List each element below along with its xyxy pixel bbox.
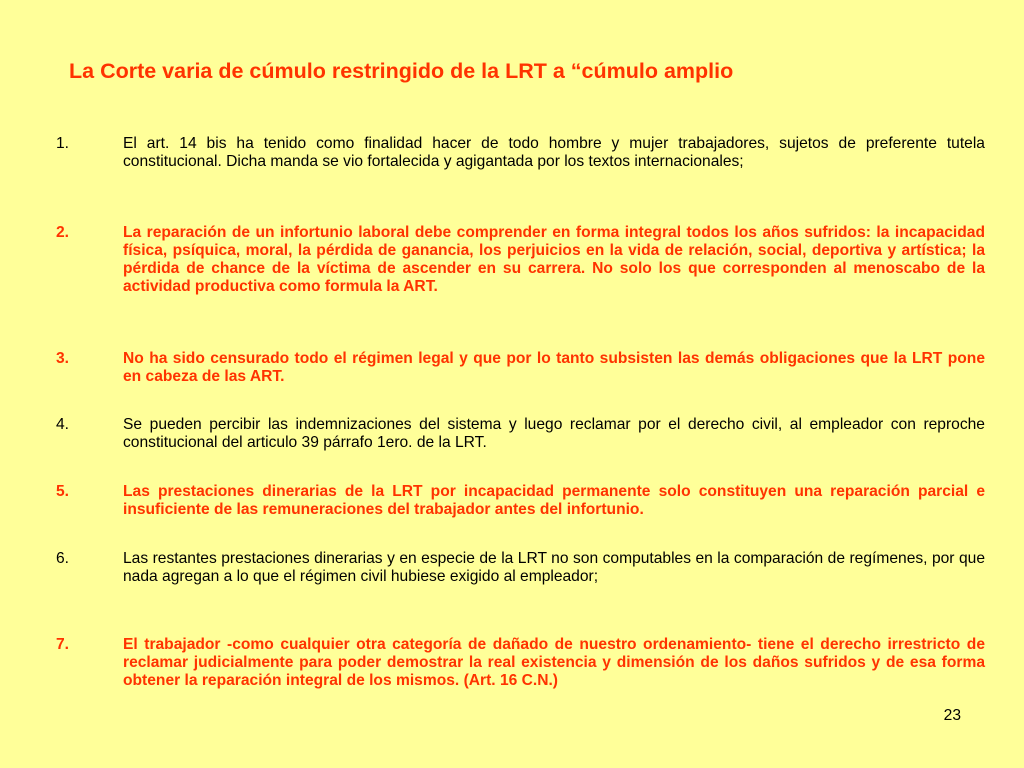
point-number: 2. [56,224,70,241]
point-text: El art. 14 bis ha tenido como finalidad hacer de todo hombre y mujer trabajadores, sujetos de preferente tutela constitucional. Dicha manda se vio fortalecida y agigantada por los textos internacionales; [123,135,985,170]
point-text: Se pueden percibir las indemnizaciones del sistema y luego reclamar por el derecho civil, al empleador con reproche constitucional del articulo 39 párrafo 1ero. de la LRT. [123,416,985,451]
point-text: El trabajador -como cualquier otra categoría de dañado de nuestro ordenamiento- tiene el derecho irrestricto de reclamar judicialmente para poder demostrar la real existencia y dimensión de los daños sufridos y de esa forma obtener la reparación integral de los mismos. (Art. 16 C.N.) [123,636,985,689]
point-text: La reparación de un infortunio laboral debe comprender en forma integral todos los años sufridos: la incapacidad física, psíquica, moral, la pérdida de ganancia, los perjuicios en la vida de relación, social, deportiva y artística; la pérdida de chance de la víctima de ascender en su carrera. No solo los que corresponden al menoscabo de la actividad productiva como formula la ART. [123,224,985,295]
point-number: 3. [56,350,70,367]
point-number: 1. [56,135,70,152]
point-number: 5. [56,483,70,500]
point-number: 4. [56,416,70,433]
slide-title: La Corte varia de cúmulo restringido de la LRT a “cúmulo amplio [69,59,734,83]
point-text: Las restantes prestaciones dinerarias y en especie de la LRT no son computables en la comparación de regímenes, por que nada agregan a lo que el régimen civil hubiese exigido al empleador; [123,550,985,585]
point-text: No ha sido censurado todo el régimen legal y que por lo tanto subsisten las demás obligaciones que la LRT pone en cabeza de las ART. [123,350,985,385]
point-number: 6. [56,550,70,567]
page-number: 23 [943,707,961,724]
point-number: 7. [56,636,70,653]
point-text: Las prestaciones dinerarias de la LRT por incapacidad permanente solo constituyen una reparación parcial e insuficiente de las remuneraciones del trabajador antes del infortunio. [123,483,985,518]
